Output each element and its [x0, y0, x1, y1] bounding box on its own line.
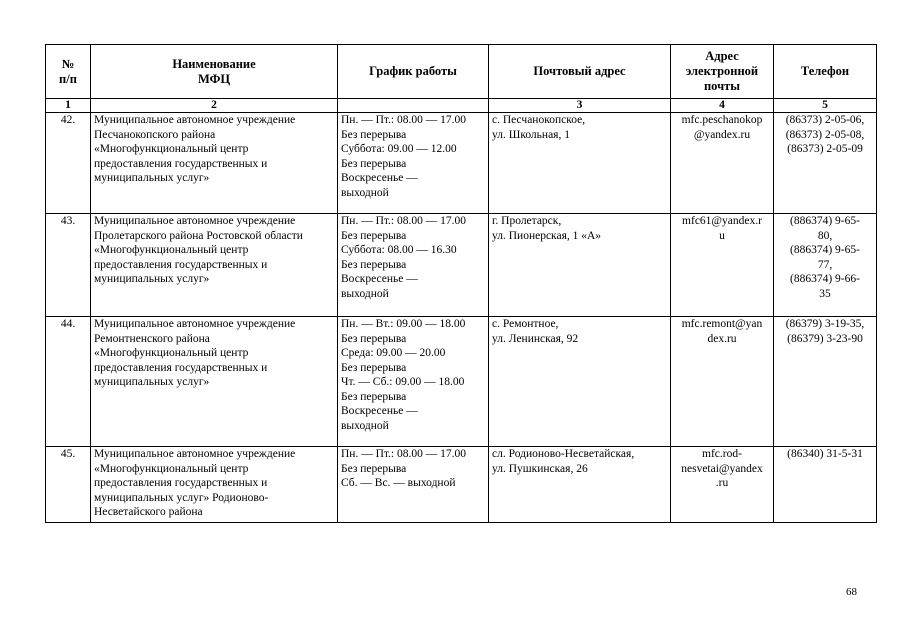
- phone-number-line: (86373) 2-05-06,: [785, 114, 865, 126]
- mfc-name: [91, 214, 338, 317]
- header-phone: [774, 45, 877, 99]
- row-number: 43.: [46, 214, 91, 317]
- email-address-line: @yandex.ru: [693, 128, 751, 141]
- mfc-name-line: Ремонтненского района: [94, 332, 210, 345]
- work-schedule-line: Без перерыва: [341, 462, 407, 475]
- phone-number-line: 80,: [817, 229, 833, 242]
- work-schedule: [338, 447, 489, 523]
- header-line: МФЦ: [197, 71, 231, 86]
- mfc-name-line: Песчанокопского района: [94, 128, 216, 141]
- mfc-name-line: Муниципальное автономное учреждение: [94, 114, 296, 126]
- email-address-line: dex.ru: [707, 332, 737, 345]
- row-number: 45.: [46, 447, 91, 523]
- colnum-5: 5: [774, 99, 877, 113]
- mfc-name-line: предоставления государственных и: [94, 477, 268, 489]
- header-line: График работы: [369, 64, 457, 78]
- work-schedule-line: Пн. — Пт.: 08.00 — 17.00: [341, 215, 466, 227]
- row-number: 42.: [46, 113, 91, 214]
- table-row: [46, 214, 877, 317]
- header-line: п/п: [59, 71, 77, 86]
- work-schedule-line: Пн. — Пт.: 08.00 — 17.00: [341, 448, 466, 460]
- mfc-name-line: муниципальных услуг»: [94, 376, 210, 388]
- table-row: [46, 113, 877, 214]
- header-line: Наименование: [172, 56, 256, 71]
- phone-number: [774, 447, 877, 523]
- phone-number-line: 35: [819, 287, 831, 300]
- mfc-name-line: предоставления государственных и: [94, 157, 268, 170]
- work-schedule-line: Пн. — Пт.: 08.00 — 17.00: [341, 114, 466, 126]
- mfc-name-line: Пролетарского района Ростовской области: [94, 229, 303, 242]
- header-line: электронной: [685, 64, 759, 78]
- work-schedule-line: Пн. — Вт.: 09.00 — 18.00: [341, 318, 466, 330]
- mfc-name: [91, 317, 338, 447]
- colnum-4: 4: [671, 99, 774, 113]
- colnum-schedule: [338, 99, 489, 113]
- header-line: Почтовый адрес: [533, 64, 626, 78]
- postal-address-line: сл. Родионово-Несветайская,: [492, 448, 635, 460]
- mfc-name-line: Несветайского района: [94, 506, 203, 518]
- phone-number-line: (86373) 2-05-08,: [785, 128, 865, 141]
- mfc-name: [91, 447, 338, 523]
- phone-number: [774, 214, 877, 317]
- mfc-name-line: Муниципальное автономное учреждение: [94, 448, 296, 460]
- email-address-line: nesvetai@yandex: [681, 462, 763, 475]
- table-row: [46, 447, 877, 523]
- table-row: [46, 317, 877, 447]
- email-address-line: mfc61@yandex.r: [682, 215, 762, 227]
- colnum-3: 3: [489, 99, 671, 113]
- colnum-1: 1: [46, 99, 91, 113]
- postal-address-line: г. Пролетарск,: [492, 215, 562, 227]
- work-schedule: [338, 113, 489, 214]
- email-address-line: mfc.peschanokop: [681, 114, 763, 126]
- work-schedule-line: Без перерыва: [341, 258, 407, 271]
- work-schedule-line: Без перерыва: [341, 332, 407, 345]
- postal-address-line: ул. Пионерская, 1 «А»: [492, 229, 602, 242]
- email-address-line: u: [719, 229, 725, 242]
- mfc-name-line: «Многофункциональный центр: [94, 244, 249, 256]
- postal-address-line: ул. Школьная, 1: [492, 128, 570, 141]
- work-schedule-line: Воскресенье —: [341, 172, 418, 184]
- postal-address-line: с. Песчанокопское,: [492, 114, 586, 126]
- work-schedule-line: Среда: 09.00 — 20.00: [341, 347, 446, 359]
- phone-number-line: (886374) 9-65-: [790, 215, 860, 227]
- work-schedule-line: Чт. — Сб.: 09.00 — 18.00: [341, 376, 465, 388]
- mfc-name-line: предоставления государственных и: [94, 258, 268, 271]
- postal-address-line: ул. Пушкинская, 26: [492, 462, 588, 475]
- mfc-name: [91, 113, 338, 214]
- column-number-row: [46, 99, 877, 113]
- mfc-name-line: муниципальных услуг» Родионово-: [94, 491, 269, 504]
- header-address: [489, 45, 671, 99]
- postal-address: [489, 214, 671, 317]
- work-schedule-line: выходной: [341, 186, 389, 199]
- postal-address-line: с. Ремонтное,: [492, 318, 559, 330]
- work-schedule-line: выходной: [341, 287, 389, 300]
- phone-number-line: (86379) 3-23-90: [787, 332, 863, 345]
- mfc-name-line: «Многофункциональный центр: [94, 347, 249, 359]
- phone-number-line: (886374) 9-65-: [790, 244, 860, 256]
- work-schedule: [338, 317, 489, 447]
- row-number: 44.: [46, 317, 91, 447]
- phone-number-line: 77,: [817, 258, 833, 271]
- phone-number: [774, 317, 877, 447]
- email-address-line: mfc.rod-: [702, 448, 742, 460]
- mfc-name-line: муниципальных услуг»: [94, 172, 210, 184]
- phone-number-line: (86379) 3-19-35,: [785, 318, 865, 330]
- work-schedule-line: Без перерыва: [341, 128, 407, 141]
- work-schedule-line: Сб. — Вс. — выходной: [341, 477, 456, 489]
- mfc-name-line: Муниципальное автономное учреждение: [94, 215, 296, 227]
- email-address: [671, 317, 774, 447]
- mfc-name-line: Муниципальное автономное учреждение: [94, 318, 296, 330]
- phone-number: [774, 113, 877, 214]
- work-schedule-line: Суббота: 09.00 — 12.00: [341, 143, 457, 155]
- header-row: [46, 45, 877, 99]
- work-schedule: [338, 214, 489, 317]
- mfc-name-line: «Многофункциональный центр: [94, 462, 249, 475]
- phone-number-line: (86340) 31-5-31: [787, 448, 863, 460]
- header-email: [671, 45, 774, 99]
- header-line: Телефон: [800, 64, 850, 78]
- email-address: [671, 113, 774, 214]
- phone-number-line: (886374) 9-66-: [790, 273, 860, 285]
- email-address: [671, 447, 774, 523]
- page-number: 68: [846, 586, 857, 598]
- email-address-line: mfc.remont@yan: [681, 318, 763, 330]
- work-schedule-line: выходной: [341, 419, 389, 432]
- postal-address-line: ул. Ленинская, 92: [492, 332, 579, 345]
- work-schedule-line: Без перерыва: [341, 157, 407, 170]
- postal-address: [489, 447, 671, 523]
- mfc-name-line: муниципальных услуг»: [94, 273, 210, 285]
- work-schedule-line: Без перерыва: [341, 361, 407, 374]
- header-schedule: [338, 45, 489, 99]
- header-name: [91, 45, 338, 99]
- phone-number-line: (86373) 2-05-09: [787, 143, 863, 155]
- postal-address: [489, 317, 671, 447]
- work-schedule-line: Воскресенье —: [341, 273, 418, 285]
- header-line: почты: [703, 79, 741, 93]
- email-address: [671, 214, 774, 317]
- work-schedule-line: Без перерыва: [341, 229, 407, 242]
- work-schedule-line: Воскресенье —: [341, 405, 418, 417]
- header-line: Адрес: [705, 49, 739, 63]
- header-line: №: [61, 56, 75, 71]
- email-address-line: .ru: [715, 477, 729, 489]
- header-num: [46, 45, 91, 99]
- mfc-name-line: предоставления государственных и: [94, 361, 268, 374]
- mfc-name-line: «Многофункциональный центр: [94, 143, 249, 155]
- work-schedule-line: Суббота: 08.00 — 16.30: [341, 244, 457, 256]
- colnum-2: 2: [91, 99, 338, 113]
- mfc-table: [45, 44, 877, 523]
- postal-address: [489, 113, 671, 214]
- work-schedule-line: Без перерыва: [341, 390, 407, 403]
